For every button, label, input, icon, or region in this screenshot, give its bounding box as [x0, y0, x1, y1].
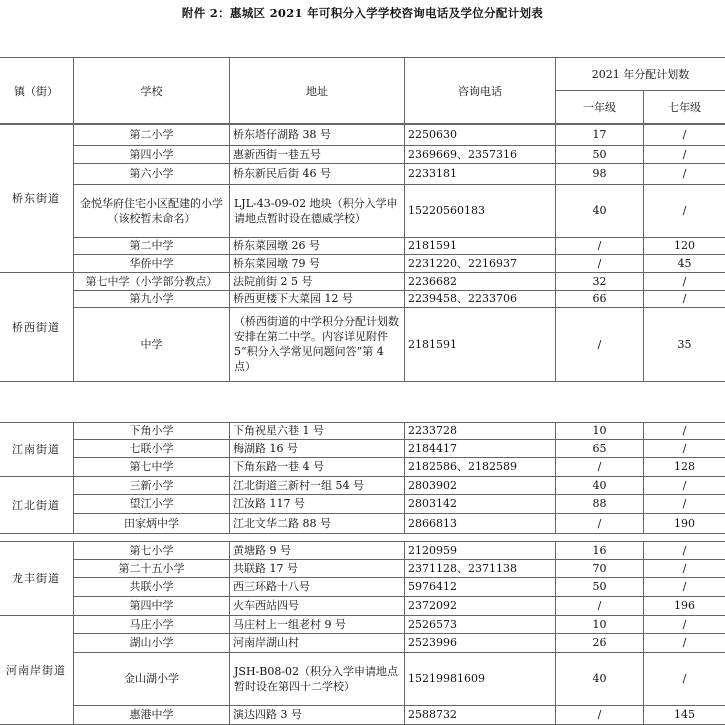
grade7-cell: / — [682, 672, 687, 685]
school-name-cell: 第四小学 — [129, 147, 174, 161]
grid-line — [229, 57, 230, 123]
grade1-cell: 26 — [592, 636, 607, 649]
grade7-cell: / — [682, 441, 687, 455]
table-row — [0, 705, 725, 724]
grid-line — [555, 476, 556, 533]
grid-line — [404, 476, 405, 533]
town-label: 江北街道 — [12, 498, 60, 512]
address-cell: 桥东菜园墩 26 号 — [233, 239, 320, 252]
grade7-cell: / — [682, 497, 687, 510]
table-row — [0, 541, 725, 559]
grid-line — [555, 124, 556, 272]
grade7-cell: / — [682, 147, 687, 161]
table-row — [0, 163, 725, 184]
school-name-cell: 中学 — [140, 337, 163, 351]
grid-line — [404, 272, 405, 381]
grade7-cell: / — [682, 274, 687, 288]
grade1-cell: 65 — [592, 441, 607, 455]
address-cell: 马庄村上一组老村 9 号 — [233, 617, 346, 631]
grid-line — [555, 615, 556, 724]
grade1-cell: 10 — [592, 424, 607, 437]
grade7-cell: 190 — [674, 516, 695, 530]
school-name-cell: 共联小学 — [129, 580, 174, 593]
table-row — [0, 559, 725, 577]
grid-line — [555, 541, 556, 615]
grid-line — [229, 615, 230, 724]
grade1-cell: 70 — [592, 561, 607, 575]
table-row — [0, 124, 725, 145]
table-row — [0, 184, 725, 237]
address-cell: 演达四路 3 号 — [233, 708, 302, 721]
grade7-cell: / — [682, 636, 687, 649]
grid-line — [229, 476, 230, 533]
grid-line — [229, 541, 230, 615]
school-name-cell: 三新小学 — [129, 478, 174, 492]
town-label: 桥西街道 — [12, 320, 60, 334]
phone-cell: 15219981609 — [408, 672, 485, 685]
header-grade7: 七年级 — [668, 101, 701, 114]
grade7-cell: / — [682, 424, 687, 437]
school-name-cell: 第二中学 — [129, 239, 174, 252]
grade7-cell: 120 — [674, 239, 695, 252]
grid-line — [0, 124, 725, 125]
header-plan: 2021 年分配计划数 — [591, 67, 690, 81]
phone-cell: 2120959 — [408, 543, 457, 557]
phone-cell: 2182586、2182589 — [408, 460, 517, 473]
school-name-cell: 华侨中学 — [129, 256, 174, 270]
phone-cell: 2803142 — [408, 497, 457, 510]
school-name-cell: 第七小学 — [129, 543, 174, 557]
table-row — [0, 476, 725, 494]
grid-line — [556, 90, 725, 91]
grade1-cell: / — [597, 239, 602, 252]
phone-cell: 2181591 — [408, 337, 457, 351]
school-name-cell: 望江小学 — [129, 497, 174, 510]
school-name-cell: 第六小学 — [129, 167, 174, 180]
grade7-cell: 45 — [677, 256, 692, 270]
grade7-cell: / — [682, 478, 687, 492]
table-row — [0, 494, 725, 513]
address-cell: 桥西更楼下大菜园 12 号 — [233, 292, 353, 305]
grid-line — [73, 541, 74, 615]
table-row — [0, 422, 725, 439]
town-label: 桥东街道 — [12, 192, 60, 205]
town-label: 江南街道 — [12, 443, 60, 456]
phone-cell: 2371128、2371138 — [408, 561, 517, 575]
table-row — [0, 633, 725, 652]
phone-cell: 2803902 — [408, 478, 457, 492]
grade7-cell: / — [682, 543, 687, 557]
table-row — [0, 439, 725, 457]
phone-cell: 2866813 — [408, 516, 457, 530]
header-address: 地址 — [306, 84, 328, 98]
phone-cell: 2250630 — [408, 128, 457, 141]
grade7-cell: / — [682, 204, 687, 217]
grade7-cell: / — [682, 167, 687, 180]
grade1-cell: 17 — [592, 128, 607, 141]
address-cell: 江北街道三新村一组 54 号 — [233, 478, 364, 492]
grade1-cell: / — [597, 599, 602, 612]
grid-line — [643, 615, 644, 724]
grid-line — [555, 57, 556, 123]
header-school: 学校 — [140, 84, 163, 98]
page-title: 附件 2：惠城区 2021 年可积分入学学校咨询电话及学位分配计划表 — [181, 6, 544, 20]
grade1-cell: 50 — [592, 580, 607, 593]
header-grade1: 一年级 — [583, 101, 616, 114]
table-row — [0, 290, 725, 307]
phone-cell: 2233181 — [408, 167, 457, 180]
school-name-cell: 马庄小学 — [129, 617, 174, 631]
grid-line — [73, 615, 74, 724]
header-town: 镇（街） — [14, 84, 58, 98]
grid-line — [0, 422, 725, 423]
phone-cell: 2372092 — [408, 599, 457, 612]
grid-line — [555, 422, 556, 476]
table-row — [0, 615, 725, 633]
phone-cell: 2181591 — [408, 239, 457, 252]
address-cell: （桥西街道的中学积分分配计划数安排在第二中学。内容详见附件 5“积分入学常见问题问答”第 4 点） — [234, 315, 399, 373]
address-cell: 桥东菜园墩 79 号 — [233, 256, 320, 270]
school-name-cell: 湖山小学 — [129, 636, 174, 649]
phone-cell: 2231220、2216937 — [408, 256, 517, 270]
school-name-cell: 第二小学 — [129, 128, 174, 141]
address-cell: JSH-B08-02（积分入学申请地点暂时设在第四十二学校） — [234, 664, 399, 693]
table-row — [0, 457, 725, 476]
grade1-cell: 50 — [592, 147, 607, 161]
address-cell: 火车西站四号 — [233, 599, 299, 612]
grid-line — [229, 272, 230, 381]
table-row — [0, 254, 725, 272]
address-cell: 江汝路 117 号 — [233, 497, 305, 510]
grid-line — [404, 124, 405, 272]
table-row — [0, 577, 725, 596]
grid-line — [404, 57, 405, 123]
table-row — [0, 652, 725, 705]
grid-line — [0, 533, 725, 534]
grid-line — [0, 541, 725, 542]
address-cell: 法院前街 2 5 号 — [233, 274, 313, 288]
grade1-cell: / — [597, 516, 602, 530]
grade7-cell: 35 — [677, 337, 692, 351]
address-cell: 下角祝星六巷 1 号 — [233, 424, 324, 437]
grid-line — [643, 90, 644, 123]
phone-cell: 2233728 — [408, 424, 457, 437]
grid-line — [643, 124, 644, 272]
phone-cell: 2236682 — [408, 274, 457, 288]
town-label: 河南岸街道 — [6, 663, 66, 677]
phone-cell: 2523996 — [408, 636, 457, 649]
grid-line — [229, 124, 230, 272]
table-row — [0, 237, 725, 254]
grid-line — [555, 272, 556, 381]
grid-line — [643, 541, 644, 615]
grid-line — [0, 57, 725, 58]
address-cell: LJL-43-09-02 地块（积分入学申请地点暂时设在德威学校） — [234, 196, 398, 225]
grade7-cell: / — [682, 292, 687, 305]
school-name-cell: 第二十五小学 — [118, 561, 185, 575]
school-name-cell: 第四中学 — [129, 599, 174, 612]
grid-line — [229, 422, 230, 476]
address-cell: 下角东路一巷 4 号 — [233, 460, 324, 473]
school-name-cell: 金山湖小学 — [124, 672, 179, 685]
grade1-cell: 10 — [592, 617, 607, 631]
address-cell: 桥东塔仔湖路 38 号 — [233, 128, 331, 141]
grade1-cell: / — [597, 256, 602, 270]
grid-line — [404, 541, 405, 615]
grade1-cell: / — [597, 337, 602, 351]
grade7-cell: / — [682, 580, 687, 593]
grid-line — [0, 476, 725, 477]
address-cell: 惠新西街一巷五号 — [233, 147, 321, 161]
grade7-cell: / — [682, 617, 687, 631]
grid-line — [73, 272, 74, 381]
phone-cell: 2369669、2357316 — [408, 147, 517, 161]
grid-line — [643, 272, 644, 381]
address-cell: 桥东新民后街 46 号 — [233, 167, 331, 180]
phone-cell: 2526573 — [408, 617, 457, 631]
grid-line — [404, 422, 405, 476]
school-name-cell: 第九小学 — [129, 292, 174, 305]
grade1-cell: 16 — [592, 543, 607, 557]
grade1-cell: 40 — [592, 204, 607, 217]
address-cell: 梅湖路 16 号 — [233, 441, 298, 455]
address-cell: 共联路 17 号 — [233, 561, 298, 575]
phone-cell: 15220560183 — [408, 204, 485, 217]
grade7-cell: 196 — [674, 599, 695, 612]
phone-cell: 5976412 — [408, 580, 457, 593]
school-name-cell: 七联小学 — [129, 441, 174, 455]
grade1-cell: 98 — [592, 167, 607, 180]
school-name-cell: 田家炳中学 — [124, 516, 179, 530]
school-name-cell: 第七中学 — [129, 460, 174, 473]
grade7-cell: / — [682, 128, 687, 141]
grade1-cell: 40 — [592, 478, 607, 492]
school-name-cell: 第七中学（小学部分教点） — [85, 274, 218, 288]
grade1-cell: 32 — [592, 274, 607, 288]
grid-line — [0, 381, 725, 382]
address-cell: 江北文华二路 88 号 — [233, 516, 331, 530]
town-label: 龙丰街道 — [12, 572, 60, 585]
school-name-cell: 下角小学 — [129, 424, 174, 437]
grid-line — [73, 124, 74, 272]
grade1-cell: 88 — [592, 497, 607, 510]
grade1-cell: 66 — [592, 292, 607, 305]
phone-cell: 2239458、2233706 — [408, 292, 517, 305]
grade1-cell: / — [597, 708, 602, 721]
grid-line — [643, 476, 644, 533]
table-row — [0, 596, 725, 615]
school-name-cell: 惠港中学 — [129, 708, 174, 721]
address-cell: 黄塘路 9 号 — [233, 543, 291, 557]
phone-cell: 2184417 — [408, 441, 457, 455]
grade1-cell: / — [597, 460, 602, 473]
school-name-cell: 金悦华府住宅小区配建的小学（该校暂未命名） — [80, 196, 223, 225]
table-row — [0, 307, 725, 381]
grid-line — [404, 615, 405, 724]
grid-line — [0, 615, 725, 616]
grade1-cell: 40 — [592, 672, 607, 685]
address-cell: 河南岸湖山村 — [233, 636, 299, 649]
grade7-cell: / — [682, 561, 687, 575]
table-row — [0, 145, 725, 163]
header-phone: 咨询电话 — [458, 84, 502, 98]
phone-cell: 2588732 — [408, 708, 457, 721]
table-row — [0, 272, 725, 290]
grid-line — [0, 272, 725, 273]
grade7-cell: 128 — [674, 460, 695, 473]
grid-line — [73, 422, 74, 476]
plan-table — [0, 57, 725, 724]
grid-line — [73, 476, 74, 533]
address-cell: 西三环路十八号 — [233, 580, 310, 593]
grade7-cell: 145 — [674, 708, 695, 721]
table-row — [0, 513, 725, 533]
grid-line — [73, 57, 74, 123]
grid-line — [643, 422, 644, 476]
